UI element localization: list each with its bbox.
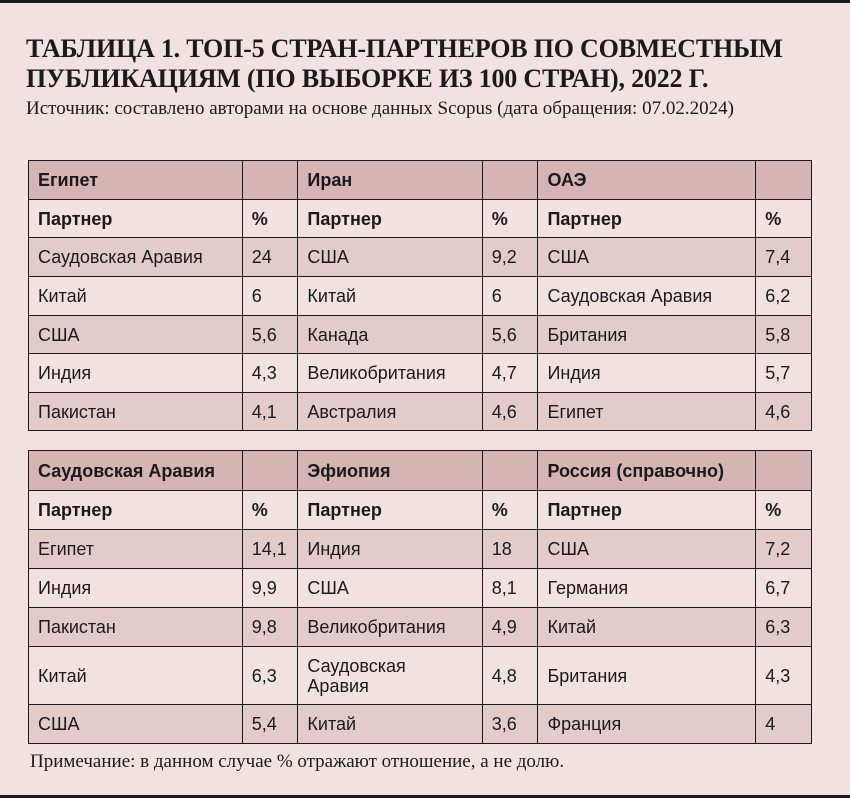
- table-row: [29, 647, 812, 705]
- partner-column-header: Партнер: [29, 200, 243, 238]
- country-name: Египет: [29, 161, 243, 200]
- partner-percent: 7,4: [756, 238, 812, 277]
- partner-name: Индия: [298, 530, 482, 569]
- partner-name: Пакистан: [29, 393, 243, 431]
- partner-column-header: Партнер: [538, 491, 756, 530]
- partner-name: Австралия: [298, 393, 482, 431]
- header-spacer: [756, 451, 812, 491]
- partner-name: Великобритания: [298, 354, 482, 393]
- partner-percent: 4,9: [482, 608, 538, 647]
- column-header-row: [29, 200, 812, 238]
- partner-name: Китай: [29, 647, 243, 705]
- partner-name: Саудовская Аравия: [29, 238, 243, 277]
- country-name: Саудовская Аравия: [29, 451, 243, 491]
- header-spacer: [756, 161, 812, 200]
- partner-name: Пакистан: [29, 608, 243, 647]
- partner-percent: 5,6: [242, 316, 298, 354]
- country-header-row: [29, 451, 812, 491]
- header-spacer: [242, 161, 298, 200]
- partner-percent: 5,4: [242, 705, 298, 744]
- table-row: [29, 608, 812, 647]
- partner-percent: 5,6: [482, 316, 538, 354]
- percent-column-header: %: [756, 491, 812, 530]
- percent-column-header: %: [482, 491, 538, 530]
- table-row: [29, 354, 812, 393]
- source-note: Источник: составлено авторами на основе данных Scopus (дата обращения: 07.02.2024): [26, 98, 734, 119]
- partner-column-header: Партнер: [538, 200, 756, 238]
- table-row: [29, 530, 812, 569]
- partners-table-2: [28, 450, 812, 744]
- partner-percent: 4,7: [482, 354, 538, 393]
- table-row: [29, 569, 812, 608]
- partner-percent: 4,1: [242, 393, 298, 431]
- partner-percent: 14,1: [242, 530, 298, 569]
- partner-name: США: [29, 316, 243, 354]
- percent-column-header: %: [482, 200, 538, 238]
- partner-name: Канада: [298, 316, 482, 354]
- partner-percent: 4: [756, 705, 812, 744]
- partner-name: США: [538, 530, 756, 569]
- partner-name: Индия: [29, 354, 243, 393]
- column-header-row: [29, 491, 812, 530]
- partner-percent: 4,3: [242, 354, 298, 393]
- partner-name: Китай: [298, 277, 482, 316]
- percent-column-header: %: [242, 491, 298, 530]
- partner-name: США: [298, 569, 482, 608]
- partner-name: Британия: [538, 647, 756, 705]
- partner-name: Германия: [538, 569, 756, 608]
- partner-percent: 7,2: [756, 530, 812, 569]
- partner-name: Франция: [538, 705, 756, 744]
- partner-percent: 9,8: [242, 608, 298, 647]
- partner-percent: 5,7: [756, 354, 812, 393]
- partner-column-header: Партнер: [298, 200, 482, 238]
- partner-percent: 3,6: [482, 705, 538, 744]
- partner-name: Китай: [538, 608, 756, 647]
- partner-name: Британия: [538, 316, 756, 354]
- percent-column-header: %: [242, 200, 298, 238]
- partner-name: Индия: [29, 569, 243, 608]
- country-name: Россия (справочно): [538, 451, 756, 491]
- partner-column-header: Партнер: [29, 491, 243, 530]
- partner-percent: 4,3: [756, 647, 812, 705]
- partner-percent: 6,2: [756, 277, 812, 316]
- table-row: [29, 316, 812, 354]
- partner-name: Китай: [298, 705, 482, 744]
- footnote: Примечание: в данном случае % отражают отношение, а не долю.: [30, 751, 565, 772]
- partner-percent: 18: [482, 530, 538, 569]
- header-spacer: [482, 451, 538, 491]
- partner-percent: 6: [482, 277, 538, 316]
- country-name: Эфиопия: [298, 451, 482, 491]
- partner-name: Китай: [29, 277, 243, 316]
- partner-percent: 5,8: [756, 316, 812, 354]
- percent-column-header: %: [756, 200, 812, 238]
- partner-percent: 9,2: [482, 238, 538, 277]
- partner-percent: 4,8: [482, 647, 538, 705]
- country-header-row: [29, 161, 812, 200]
- partner-percent: 8,1: [482, 569, 538, 608]
- partner-name: США: [298, 238, 482, 277]
- table-row: [29, 238, 812, 277]
- partner-name: Великобритания: [298, 608, 482, 647]
- partner-percent: 9,9: [242, 569, 298, 608]
- partner-percent: 6,7: [756, 569, 812, 608]
- country-name: Иран: [298, 161, 482, 200]
- partner-name: Саудовская Аравия: [298, 647, 482, 705]
- partners-table-1: [28, 160, 812, 431]
- table-row: [29, 393, 812, 431]
- partner-name: Индия: [538, 354, 756, 393]
- partner-percent: 4,6: [482, 393, 538, 431]
- table-row: [29, 705, 812, 744]
- partner-percent: 24: [242, 238, 298, 277]
- partner-percent: 6: [242, 277, 298, 316]
- partner-percent: 6,3: [242, 647, 298, 705]
- partner-name: США: [538, 238, 756, 277]
- table-title: ТАБЛИЦА 1. ТОП-5 СТРАН-ПАРТНЕРОВ ПО СОВМЕСТНЫМ ПУБЛИКАЦИЯМ (ПО ВЫБОРКЕ ИЗ 100 СТРАН), 2022 Г.: [26, 34, 783, 93]
- partner-name: Египет: [29, 530, 243, 569]
- header-spacer: [242, 451, 298, 491]
- table-row: [29, 277, 812, 316]
- partner-name: США: [29, 705, 243, 744]
- partner-name: Саудовская Аравия: [538, 277, 756, 316]
- partner-percent: 4,6: [756, 393, 812, 431]
- header-spacer: [482, 161, 538, 200]
- partner-column-header: Партнер: [298, 491, 482, 530]
- country-name: ОАЭ: [538, 161, 756, 200]
- partner-percent: 6,3: [756, 608, 812, 647]
- partner-name: Египет: [538, 393, 756, 431]
